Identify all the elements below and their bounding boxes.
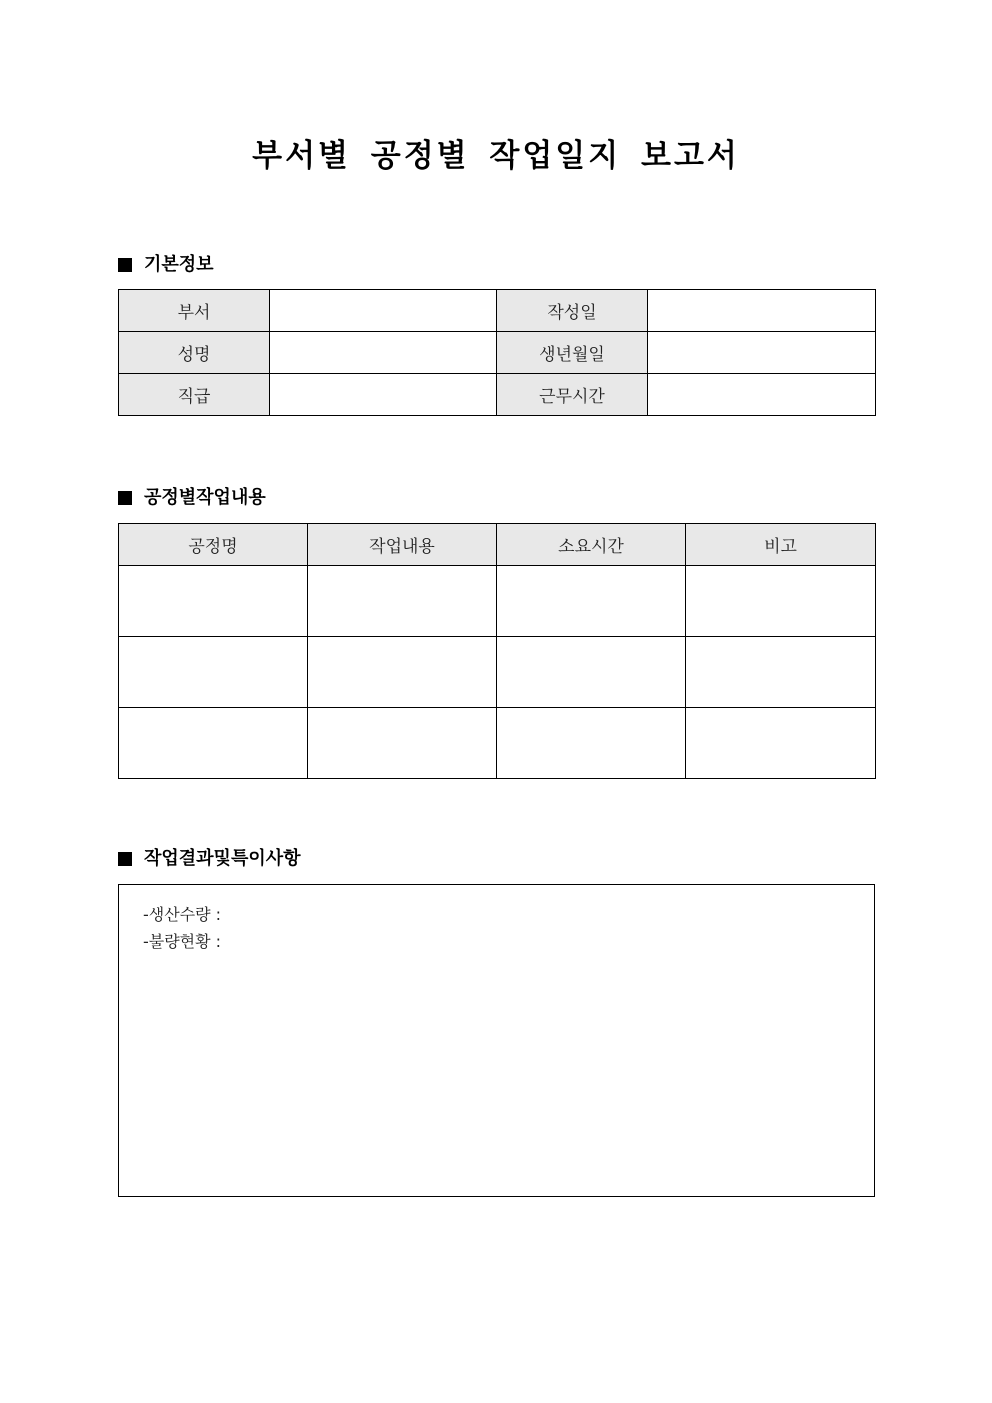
work-content-cell[interactable] — [308, 637, 497, 708]
results-remarks-box[interactable] — [118, 884, 875, 1197]
section-heading-process-work — [118, 486, 266, 510]
table-row — [119, 637, 876, 708]
label-date-written: 작성일 — [497, 290, 648, 332]
table-row — [119, 566, 876, 637]
square-bullet-icon — [118, 852, 132, 866]
department-field[interactable] — [270, 290, 497, 332]
table-row — [119, 290, 876, 332]
date-written-field[interactable] — [648, 290, 876, 332]
section-heading-label: 공정별작업내용 — [144, 487, 266, 508]
label-work-hours: 근무시간 — [497, 374, 648, 416]
square-bullet-icon — [118, 258, 132, 272]
time-required-cell[interactable] — [497, 708, 686, 779]
column-header-work-content: 작업내용 — [308, 524, 497, 566]
basic-info-table — [118, 289, 876, 416]
work-content-cell[interactable] — [308, 708, 497, 779]
label-name: 성명 — [119, 332, 270, 374]
position-field[interactable] — [270, 374, 497, 416]
section-heading-label: 기본정보 — [144, 254, 214, 275]
work-content-cell[interactable] — [308, 566, 497, 637]
table-row — [119, 332, 876, 374]
notes-cell[interactable] — [686, 637, 876, 708]
birth-date-field[interactable] — [648, 332, 876, 374]
table-row — [119, 708, 876, 779]
section-heading-label: 작업결과및특이사항 — [144, 848, 301, 869]
name-field[interactable] — [270, 332, 497, 374]
process-name-cell[interactable] — [119, 637, 308, 708]
time-required-cell[interactable] — [497, 637, 686, 708]
section-heading-basic-info — [118, 253, 214, 277]
production-quantity-line: -생산수량 : — [143, 905, 222, 924]
notes-cell[interactable] — [686, 708, 876, 779]
process-name-cell[interactable] — [119, 708, 308, 779]
notes-cell[interactable] — [686, 566, 876, 637]
document-title: 부서별 공정별 작업일지 보고서 — [252, 138, 740, 174]
column-header-notes: 비고 — [686, 524, 876, 566]
defect-status-line: -불량현황 : — [143, 932, 222, 951]
label-department: 부서 — [119, 290, 270, 332]
time-required-cell[interactable] — [497, 566, 686, 637]
table-header-row — [119, 524, 876, 566]
column-header-process-name: 공정명 — [119, 524, 308, 566]
square-bullet-icon — [118, 491, 132, 505]
column-header-time-required: 소요시간 — [497, 524, 686, 566]
work-hours-field[interactable] — [648, 374, 876, 416]
section-heading-results — [118, 847, 301, 871]
table-row — [119, 374, 876, 416]
label-birth-date: 생년월일 — [497, 332, 648, 374]
process-name-cell[interactable] — [119, 566, 308, 637]
process-work-table — [118, 523, 876, 779]
label-position: 직급 — [119, 374, 270, 416]
